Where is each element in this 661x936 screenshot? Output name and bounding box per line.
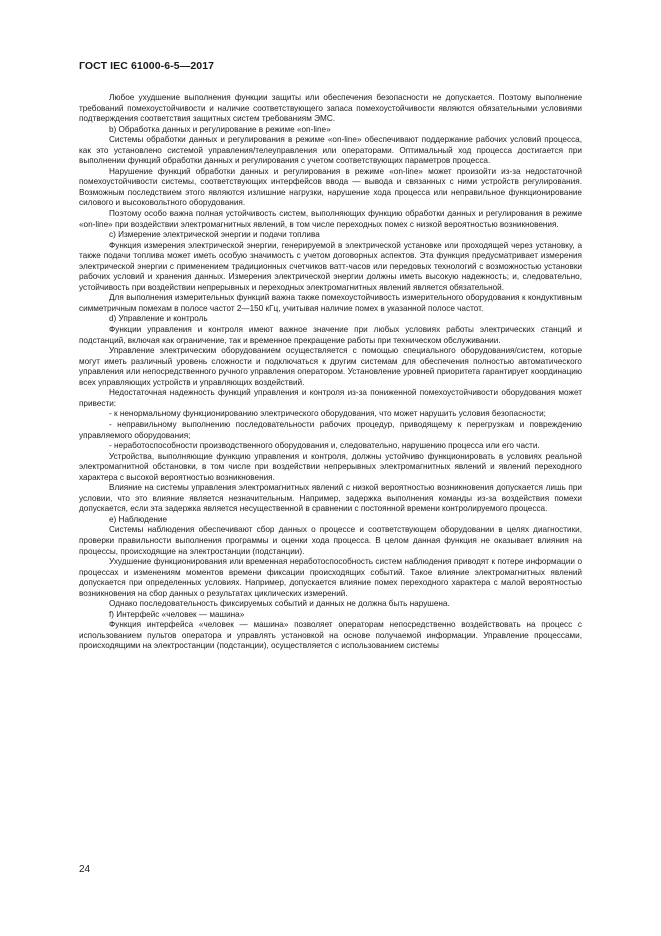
paragraph: Любое ухудшение выполнения функции защиты или обеспечения безопасности не допускается. Поэтому выполнение требований помехоустойчивости и наличие соответствующего запаса помехоустойчивости являются обязательными условиями подтверждения соответствия защитных систем требованиям ЭМС. (79, 93, 582, 124)
document-body (79, 93, 582, 652)
list-item: - к ненормальному функционированию электрического оборудования, что может нарушить условия безопасности; (109, 409, 546, 419)
paragraph: Функция измерения электрической энергии, генерируемой в электрической установке или проходящей через установку, а также подачи топлива может иметь особую значимость с учетом договорных аспектов. Эта функция предусматривает измерения электрической энергии с применением традиционных счетчиков ватт-часов или передовых технологий с возможностью установки рабочих условий и хранения данных. Измерения электрической энергии должны иметь высокую надежность; и, следовательно, устойчивость при воздействии непрерывных и переходных электромагнитных явлений является обязательной. (79, 240, 582, 292)
paragraph: Ухудшение функционирования или временная неработоспособность систем наблюдения приводят к потере информации о процессах и изменениям моментов времени фиксации происходящих событий. Такое влияние электромагнитных явлений допускается при определенных условиях. Например, допускается влияние помех переходного характера с малой вероятностью возникновения на сбор данных о результатах циклических измерений. (79, 557, 582, 598)
section-heading: b) Обработка данных и регулирование в режиме «on-line» (109, 124, 331, 134)
paragraph: Поэтому особо важна полная устойчивость систем, выполняющих функцию обработки данных и регулирования в режиме «on-line» при воздействии электромагнитных явлений, в том числе переходных помех с низкой вероятностью возникновения. (79, 209, 582, 229)
section-heading: c) Измерение электрической энергии и подачи топлива (109, 230, 320, 240)
paragraph: Нарушение функций обработки данных и регулирования в режиме «on-line» может произойти из-за недостаточной помехоустойчивости системы, соответствующих интерфейсов ввода — вывода и связанных с ними устройств регулирования. Возможным последствием этого являются излишние нагрузки, нарушение хода процесса или неправильное функционирование силового и высоковольтного оборудования. (79, 166, 582, 208)
paragraph: Устройства, выполняющие функцию управления и контроля, должны устойчиво функционировать в условиях реальной электромагнитной обстановки, в том числе при воздействии непрерывных электромагнитных явлений и явлений переходного характера с высокой вероятностью возникновения. (79, 451, 582, 482)
paragraph: Для выполнения измерительных функций важна также помехоустойчивость измерительного оборудования к кондуктивным симметричным помехам в полосе частот 2—150 кГц, учитывая наличие помех в указанной полосе частот. (79, 293, 582, 313)
page-number: 24 (79, 864, 91, 875)
paragraph: Системы наблюдения обеспечивают сбор данных о процессе и соответствующем оборудовании в целях диагностики, проверки правильности выполнения программы и оценки хода процесса. В целом данная функция не оказывает влияния на процессы, происходящие на электростанции (подстанции). (79, 525, 582, 556)
paragraph: Функции управления и контроля имеют важное значение при любых условиях работы электрических станций и подстанций, включая как ограничение, так и временное прекращение работы при техническом обслуживании. (79, 325, 582, 345)
paragraph: Однако последовательность фиксируемых событий и данных не должна быть нарушена. (109, 599, 450, 609)
section-heading: e) Наблюдение (109, 514, 168, 524)
section-heading: d) Управление и контроль (109, 314, 208, 324)
paragraph: Управление электрическим оборудованием осуществляется с помощью специального оборудования/систем, которые могут иметь различный уровень сложности и подключаться к другим системам для обеспечения полностью автоматического управления или непосредственного ручного управления оператором. Установление уровней приоритета гарантирует координацию всех управляющих устройств и управляющих воздействий. (79, 346, 582, 387)
section-heading: f) Интерфейс «человек — машина» (109, 609, 245, 619)
list-item: - неработоспособности производственного оборудования и, следовательно, нарушению процесса или его части. (109, 441, 540, 451)
paragraph: Влияние на системы управления электромагнитных явлений с низкой вероятностью возникновения допускается лишь при условии, что это влияние является незначительным. Например, задержка выполнения команды из-за воздействия помехи допускается, если эта задержка является несущественной в сравнении с постоянной времени контролируемого процесса. (79, 483, 582, 514)
document-header: ГОСТ IEC 61000-6-5—2017 (79, 60, 215, 72)
paragraph: Недостаточная надежность функций управления и контроля из-за пониженной помехоустойчивости оборудования может привести: (79, 388, 582, 408)
paragraph: Системы обработки данных и регулирования в режиме «on-line» обеспечивают поддержание рабочих условий процесса, как это установлено системой управления/телеуправления или операторами. Оптимальный ход процесса достигается при выполнении функций обработки данных и регулирования с учетом соответствующих параметров процесса. (79, 135, 582, 166)
paragraph: Функция интерфейса «человек — машина» позволяет операторам непосредственно воздействовать на процесс с использованием пультов оператора и управлять установкой на основе получаемой информации. Управление процессами, происходящими на электростанции (подстанции), осуществляется с использованием системы (79, 620, 582, 651)
list-item: - неправильному выполнению последовательности рабочих процедур, приводящему к перегрузкам и повреждению управляемого оборудования; (79, 419, 582, 440)
